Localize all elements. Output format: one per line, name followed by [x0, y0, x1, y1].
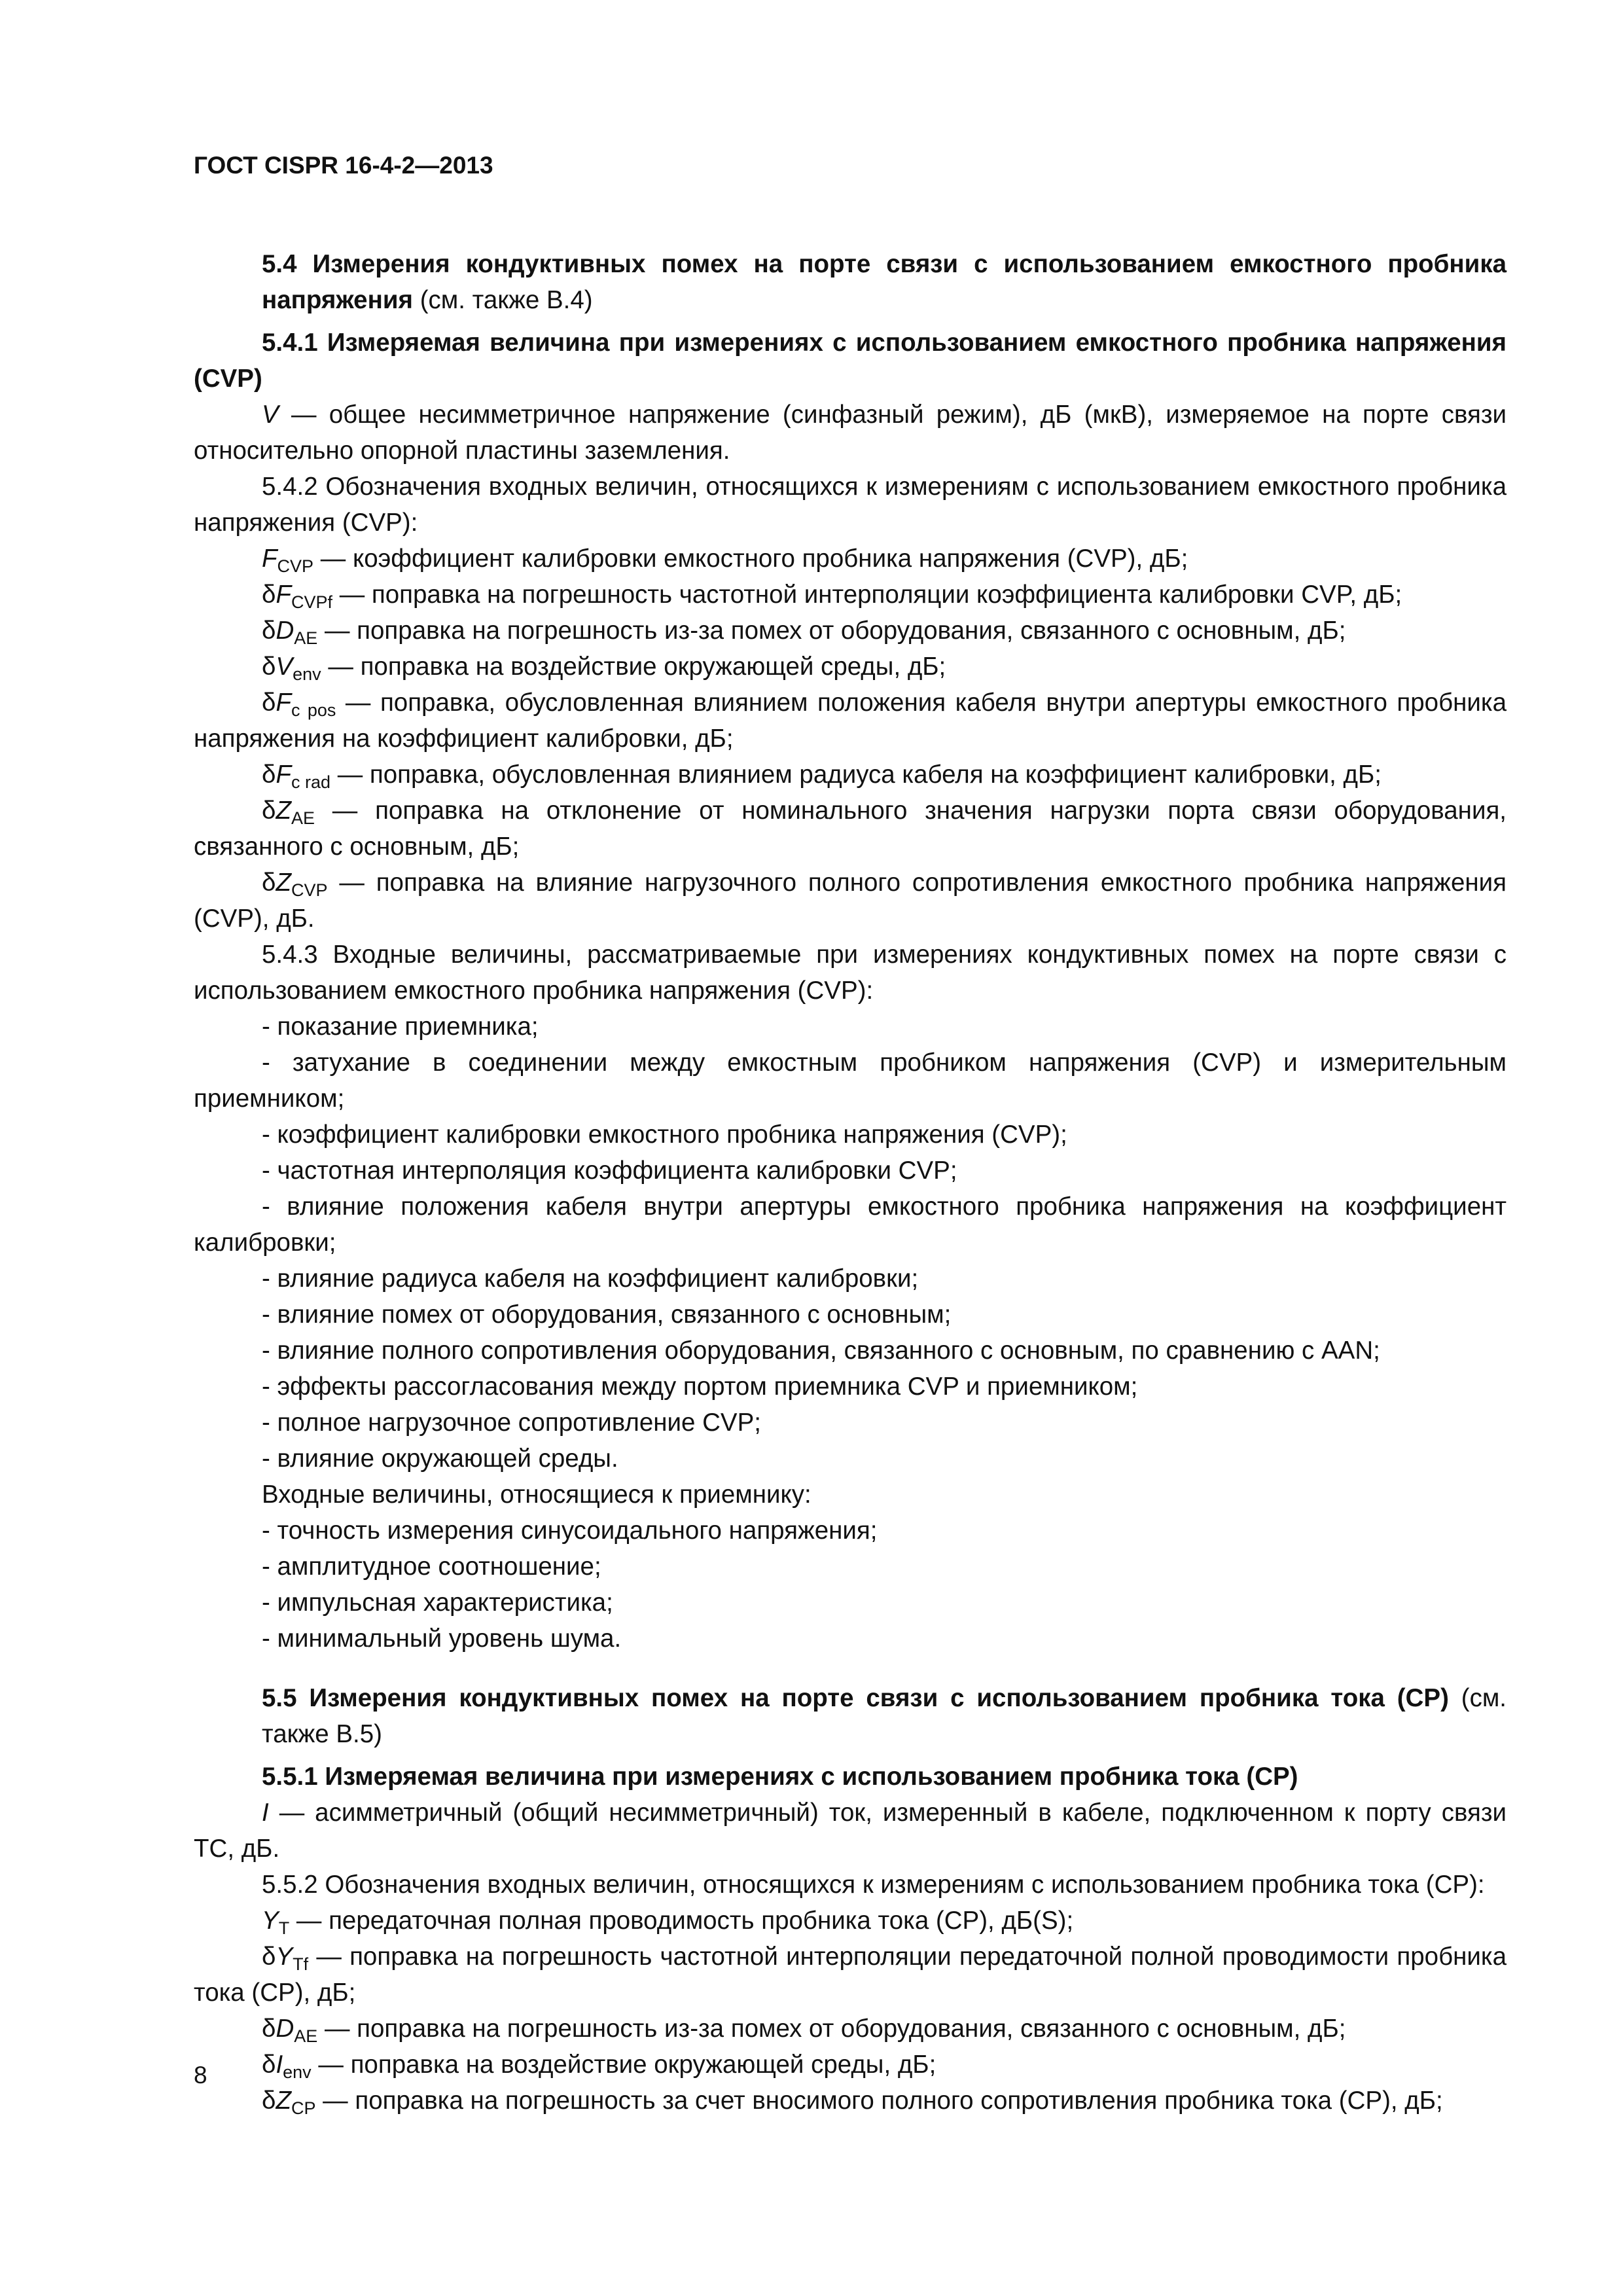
symbol-item: [194, 613, 1507, 649]
symbol-subscript: AE: [291, 808, 315, 828]
symbol-item: [194, 2083, 1507, 2119]
list-item: - коэффициент калибровки емкостного пробника напряжения (CVP);: [262, 1121, 1067, 1149]
definition-text: — общее несимметричное напряжение (синфазный режим), дБ (мкВ), измеряемое на порте связи относительно опорной пластины заземления.: [194, 401, 1507, 465]
section-5-4-2-intro: 5.4.2 Обозначения входных величин, относящихся к измерениям с использованием емкостного пробника напряжения (CVP):: [194, 473, 1507, 537]
symbol-text: δ: [262, 797, 276, 825]
receiver-inputs-intro: Входные величины, относящиеся к приемнику:: [262, 1480, 812, 1509]
symbol-text: — поправка на воздействие окружающей среды, дБ;: [311, 2051, 936, 2079]
symbol-text: — поправка на влияние нагрузочного полного сопротивления емкостного пробника напряжения (CVP), дБ.: [194, 869, 1507, 933]
symbol-text: δ: [262, 617, 276, 645]
list-item: - влияние положения кабеля внутри апертуры емкостного пробника напряжения на коэффициент калибровки;: [194, 1193, 1507, 1257]
section-5-4-title: Измерения кондуктивных помех на порте связи с использованием емкостного пробника напряжения: [262, 250, 1507, 314]
section-5-4-1-title: 5.4.1 Измеряемая величина при измерениях с использованием емкостного пробника напряжения (CVP): [194, 329, 1507, 393]
list-item: - влияние полного сопротивления оборудования, связанного с основным, по сравнению с AAN;: [262, 1336, 1380, 1365]
symbol-text: δ: [262, 869, 276, 897]
symbol-letter: Z: [276, 2087, 291, 2115]
symbol-I: I: [262, 1799, 269, 1827]
section-5-5-1-definition: [194, 1795, 1507, 1867]
symbol-text: — поправка на погрешность частотной интерполяции коэффициента калибровки CVP, дБ;: [332, 581, 1402, 609]
symbol-subscript: AE: [294, 628, 318, 648]
symbol-text: δ: [262, 653, 276, 681]
symbol-subscript: c rad: [291, 772, 330, 792]
symbol-text: — поправка, обусловленная влиянием положения кабеля внутри апертуры емкостного пробника напряжения на коэффициент калибровки, дБ;: [194, 689, 1507, 753]
symbol-letter: D: [276, 2015, 294, 2043]
symbol-list-5-4-2: [194, 541, 1507, 937]
list-item: - эффекты рассогласования между портом приемника CVP и приемником;: [262, 1372, 1138, 1401]
symbol-letter: Z: [276, 797, 291, 825]
symbol-letter: Y: [276, 1943, 293, 1971]
section-5-4-3-intro: 5.4.3 Входные величины, рассматриваемые при измерениях кондуктивных помех на порте связи с использованием емкостного пробника напряжения (CVP):: [194, 941, 1507, 1005]
definition-text: — асимметричный (общий несимметричный) ток, измеренный в кабеле, подключенном к порту связи ТС, дБ.: [194, 1799, 1507, 1863]
symbol-item: [194, 793, 1507, 865]
section-5-4-heading: [194, 246, 1507, 318]
symbol-text: — поправка на погрешность из-за помех от оборудования, связанного с основным, дБ;: [317, 2015, 1346, 2043]
symbol-letter: Z: [276, 869, 291, 897]
symbol-text: — поправка на погрешность частотной интерполяции передаточной полной проводимости пробника тока (CP), дБ;: [194, 1943, 1507, 2007]
symbol-item: [194, 1903, 1507, 1939]
symbol-item: [194, 757, 1507, 793]
page-number: 8: [194, 2062, 207, 2089]
symbol-text: — поправка, обусловленная влиянием радиуса кабеля на коэффициент калибровки, дБ;: [330, 761, 1382, 789]
symbol-letter: I: [276, 2051, 283, 2079]
symbol-letter: Y: [262, 1907, 279, 1935]
section-5-4-1-heading: [194, 325, 1507, 397]
list-item: - частотная интерполяция коэффициента калибровки CVP;: [262, 1157, 957, 1185]
list-item: - показание приемника;: [262, 1013, 539, 1041]
list-item: - влияние окружающей среды.: [262, 1444, 618, 1473]
list-item: - влияние радиуса кабеля на коэффициент калибровки;: [262, 1265, 919, 1293]
section-5-4-note: (см. также В.4): [419, 286, 593, 314]
section-5-5-1-heading: [194, 1759, 1507, 1795]
symbol-item: [194, 2047, 1507, 2083]
symbol-item: [194, 685, 1507, 757]
symbol-V: V: [262, 401, 279, 429]
symbol-text: — поправка на отклонение от номинального значения нагрузки порта связи оборудования, связанного с основным, дБ;: [194, 797, 1507, 861]
section-5-5-heading: [194, 1680, 1507, 1752]
symbol-item: [194, 577, 1507, 613]
symbol-subscript: CP: [291, 2098, 316, 2118]
symbol-text: δ: [262, 761, 276, 789]
symbol-subscript: Tf: [293, 1954, 309, 1974]
document-header: ГОСТ CISPR 16-4-2—2013: [194, 152, 493, 179]
input-list-5-4-3: [194, 1009, 1507, 1477]
symbol-item: [194, 2011, 1507, 2047]
symbol-text: δ: [262, 581, 276, 609]
section-5-5-1-title: 5.5.1 Измеряемая величина при измерениях с использованием пробника тока (CP): [262, 1763, 1298, 1791]
symbol-letter: F: [276, 581, 291, 609]
symbol-subscript: CVP: [291, 880, 328, 900]
symbol-letter: D: [276, 617, 294, 645]
section-5-5-note: (см. также В.5): [262, 1684, 1507, 1748]
list-item: - амплитудное соотношение;: [262, 1552, 601, 1581]
symbol-letter: V: [276, 653, 293, 681]
symbol-subscript: CVPf: [291, 592, 332, 612]
symbol-text: — поправка на воздействие окружающей среды, дБ;: [321, 653, 946, 681]
list-item: - затухание в соединении между емкостным пробником напряжения (CVP) и измерительным приемником;: [194, 1049, 1507, 1113]
symbol-text: δ: [262, 2087, 276, 2115]
section-5-5-2-intro: 5.5.2 Обозначения входных величин, относящихся к измерениям с использованием пробника тока (CP):: [262, 1871, 1485, 1899]
symbol-text: — коэффициент калибровки емкостного пробника напряжения (CVP), дБ;: [313, 545, 1188, 573]
symbol-text: δ: [262, 2015, 276, 2043]
symbol-subscript: c pos: [291, 700, 336, 720]
section-5-4-number: 5.4: [262, 250, 297, 278]
symbol-item: [194, 1939, 1507, 2011]
list-item: - влияние помех от оборудования, связанного с основным;: [262, 1300, 952, 1329]
symbol-subscript: AE: [294, 2026, 318, 2046]
symbol-subscript: T: [278, 1918, 290, 1938]
list-item: - импульсная характеристика;: [262, 1588, 613, 1617]
receiver-input-list: [194, 1513, 1507, 1657]
section-5-4-1-definition: [194, 397, 1507, 469]
symbol-letter: F: [276, 761, 291, 789]
symbol-letter: F: [262, 545, 277, 573]
list-item: - минимальный уровень шума.: [262, 1624, 622, 1653]
section-5-5-title: Измерения кондуктивных помех на порте связи с использованием пробника тока (CP): [309, 1684, 1449, 1712]
symbol-text: δ: [262, 689, 276, 717]
document-body: [194, 223, 1507, 2119]
symbol-text: — поправка на погрешность за счет вносимого полного сопротивления пробника тока (CP), дБ;: [315, 2087, 1443, 2115]
symbol-item: [194, 865, 1507, 937]
symbol-letter: F: [276, 689, 291, 717]
symbol-text: — поправка на погрешность из-за помех от оборудования, связанного с основным, дБ;: [317, 617, 1346, 645]
symbol-text: δ: [262, 2051, 276, 2079]
symbol-text: δ: [262, 1943, 276, 1971]
symbol-subscript: env: [293, 664, 321, 684]
symbol-subscript: env: [283, 2062, 312, 2082]
symbol-text: — передаточная полная проводимость пробника тока (CP), дБ(S);: [289, 1907, 1074, 1935]
symbol-subscript: CVP: [277, 556, 314, 576]
symbol-list-5-5-2: [194, 1903, 1507, 2119]
list-item: - точность измерения синусоидального напряжения;: [262, 1516, 878, 1545]
symbol-item: [194, 541, 1507, 577]
symbol-item: [194, 649, 1507, 685]
list-item: - полное нагрузочное сопротивление CVP;: [262, 1408, 761, 1437]
section-5-5-number: 5.5: [262, 1684, 297, 1712]
